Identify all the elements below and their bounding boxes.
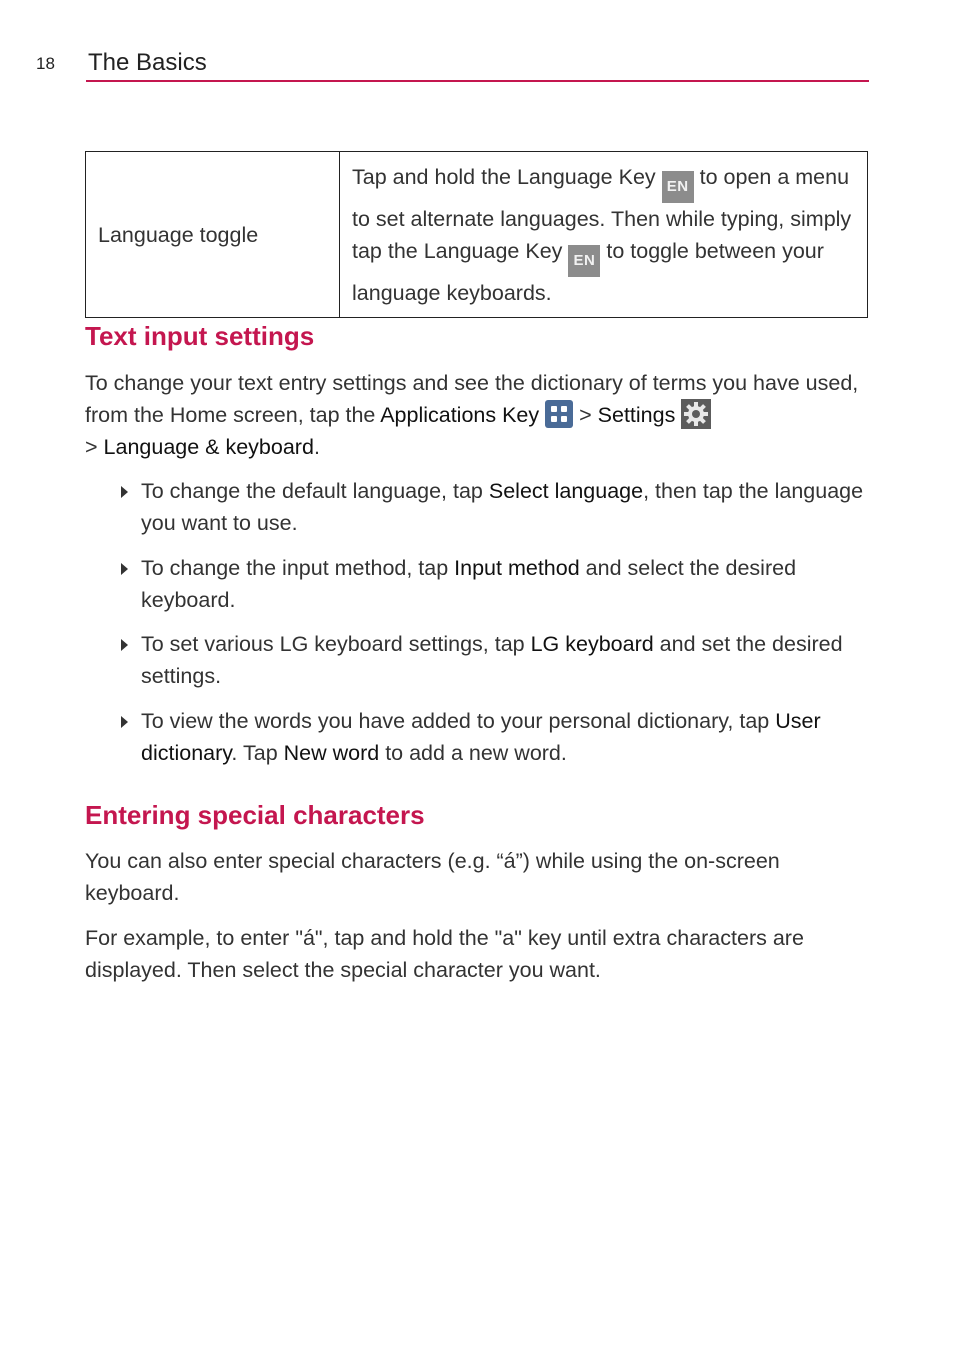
bullet-text: To set various LG keyboard settings, tap (141, 632, 531, 656)
bullet-text: To change the default language, tap (141, 479, 489, 503)
intro-text: To change your text entry settings and see the dictionary of terms you have used, from the Home screen, tap the (85, 371, 859, 427)
table-desc-part-1: Tap and hold the Language Key (352, 165, 656, 189)
list-item (141, 628, 886, 692)
separator: > (85, 435, 104, 459)
applications-key-icon (545, 400, 573, 428)
table-desc-part-3: to toggle between your language keyboards. (352, 239, 824, 305)
bullet-text: and select the desired keyboard. (141, 556, 797, 612)
bullet-arrow-icon (121, 639, 128, 651)
bullet-text: , then tap the language you want to use. (141, 479, 864, 535)
entering-special-characters-heading: Entering special characters (85, 800, 425, 830)
table-label-cell: Language toggle (86, 152, 340, 318)
section-title: The Basics (88, 49, 207, 76)
language-key-icon: EN (568, 245, 600, 277)
bullet-arrow-icon (121, 563, 128, 575)
bullet-keyword: New word (283, 741, 380, 765)
bullet-text: To view the words you have added to your personal dictionary, tap (141, 709, 776, 733)
bullet-keyword: Select language (488, 479, 644, 503)
bullet-keyword: LG keyboard (530, 632, 654, 656)
bullet-keyword: Input method (454, 556, 580, 580)
bullet-text: To change the input method, tap (141, 556, 455, 580)
settings-gear-icon (681, 399, 711, 429)
bullet-arrow-icon (121, 716, 128, 728)
header-rule (86, 80, 869, 82)
applications-key-label: Applications Key (380, 403, 540, 427)
bullet-arrow-icon (121, 486, 128, 498)
bullet-keyword: User dictionary (141, 709, 821, 765)
text-input-settings-heading: Text input settings (85, 321, 315, 351)
period: . (313, 435, 320, 459)
separator: > (573, 403, 598, 427)
list-item (141, 705, 886, 769)
bullet-text: . Tap (231, 741, 284, 765)
language-key-icon: EN (662, 171, 694, 203)
list-item (141, 552, 886, 616)
special-chars-paragraph-2: For example, to enter "á", tap and hold the "a" key until extra characters are displayed. Then select the special character you want. (85, 926, 804, 982)
language-keyboard-label: Language & keyboard (103, 435, 314, 459)
table-description-cell (340, 152, 868, 318)
language-toggle-table (85, 151, 868, 318)
list-item (141, 475, 886, 539)
bullet-text: to add a new word. (379, 741, 567, 765)
page-number: 18 (36, 54, 55, 73)
table-desc-part-2: to open a menu to set alternate languages. Then while typing, simply tap the Language Key (352, 165, 852, 263)
settings-label: Settings (597, 403, 676, 427)
special-chars-paragraph-1: You can also enter special characters (e.g. “á”) while using the on-screen keyboard. (85, 849, 780, 905)
bullet-text: and set the desired settings. (141, 632, 843, 688)
text-input-intro (85, 367, 885, 463)
table-row (86, 152, 868, 318)
